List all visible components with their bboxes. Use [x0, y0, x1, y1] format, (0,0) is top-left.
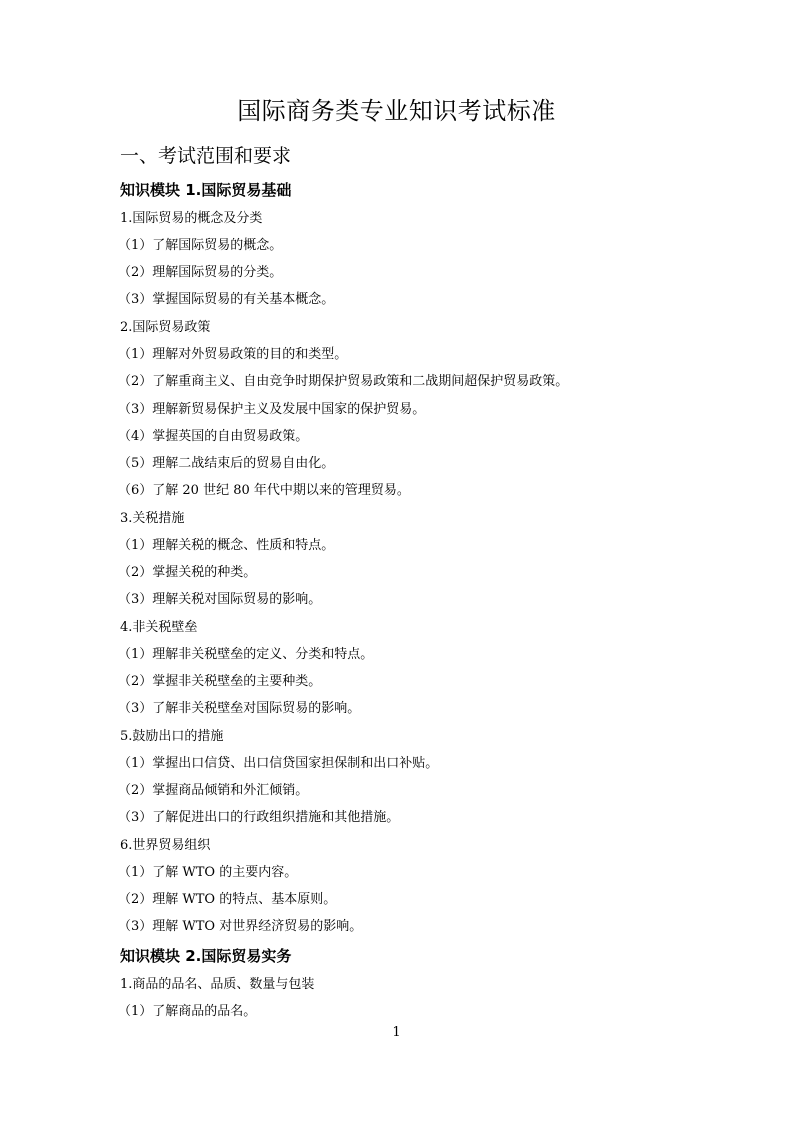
topic-item: （1）了解国际贸易的概念。: [118, 238, 283, 253]
topic-item: （1）理解非关税壁垒的定义、分类和特点。: [118, 647, 374, 662]
topic-title: 3.关税措施: [120, 511, 185, 526]
topic-item: （2）掌握非关税壁垒的主要种类。: [118, 674, 322, 689]
document-title: 国际商务类专业知识考试标准: [237, 97, 556, 125]
topic-title: 1.商品的品名、品质、数量与包装: [120, 977, 315, 992]
topic-item: （1）理解关税的概念、性质和特点。: [118, 538, 335, 553]
module-heading-1: 知识模块 1.国际贸易基础: [120, 181, 292, 199]
topic-item: （2）掌握关税的种类。: [118, 565, 257, 580]
topic-item: （3）理解关税对国际贸易的影响。: [118, 592, 322, 607]
topic-item: （2）理解 WTO 的特点、基本原则。: [118, 892, 337, 907]
topic-title: 2.国际贸易政策: [120, 320, 211, 335]
topic-item: （4）掌握英国的自由贸易政策。: [118, 429, 309, 444]
topic-item: （1）掌握出口信贷、出口信贷国家担保制和出口补贴。: [118, 756, 439, 771]
section-heading: 一、考试范围和要求: [120, 145, 292, 167]
topic-item: （3）掌握国际贸易的有关基本概念。: [118, 292, 335, 307]
topic-item: （3）了解促进出口的行政组织措施和其他措施。: [118, 810, 400, 825]
topic-title: 1.国际贸易的概念及分类: [120, 211, 263, 226]
topic-item: （1）了解商品的品名。: [118, 1004, 257, 1019]
page-number: 1: [392, 1025, 401, 1040]
topic-item: （1）理解对外贸易政策的目的和类型。: [118, 347, 348, 362]
topic-item: （2）了解重商主义、自由竞争时期保护贸易政策和二战期间超保护贸易政策。: [118, 374, 569, 389]
topic-item: （5）理解二战结束后的贸易自由化。: [118, 456, 335, 471]
topic-item: （3）理解 WTO 对世界经济贸易的影响。: [118, 919, 363, 934]
topic-item: （1）了解 WTO 的主要内容。: [118, 865, 298, 880]
topic-title: 4.非关税壁垒: [120, 620, 198, 635]
topic-title: 6.世界贸易组织: [120, 838, 211, 853]
topic-item: （2）理解国际贸易的分类。: [118, 265, 283, 280]
module-heading-2: 知识模块 2.国际贸易实务: [120, 947, 292, 965]
topic-item: （2）掌握商品倾销和外汇倾销。: [118, 783, 309, 798]
topic-item: （6）了解 20 世纪 80 年代中期以来的管理贸易。: [118, 483, 410, 498]
topic-title: 5.鼓励出口的措施: [120, 729, 224, 744]
topic-item: （3）了解非关税壁垒对国际贸易的影响。: [118, 701, 361, 716]
topic-item: （3）理解新贸易保护主义及发展中国家的保护贸易。: [118, 402, 426, 417]
